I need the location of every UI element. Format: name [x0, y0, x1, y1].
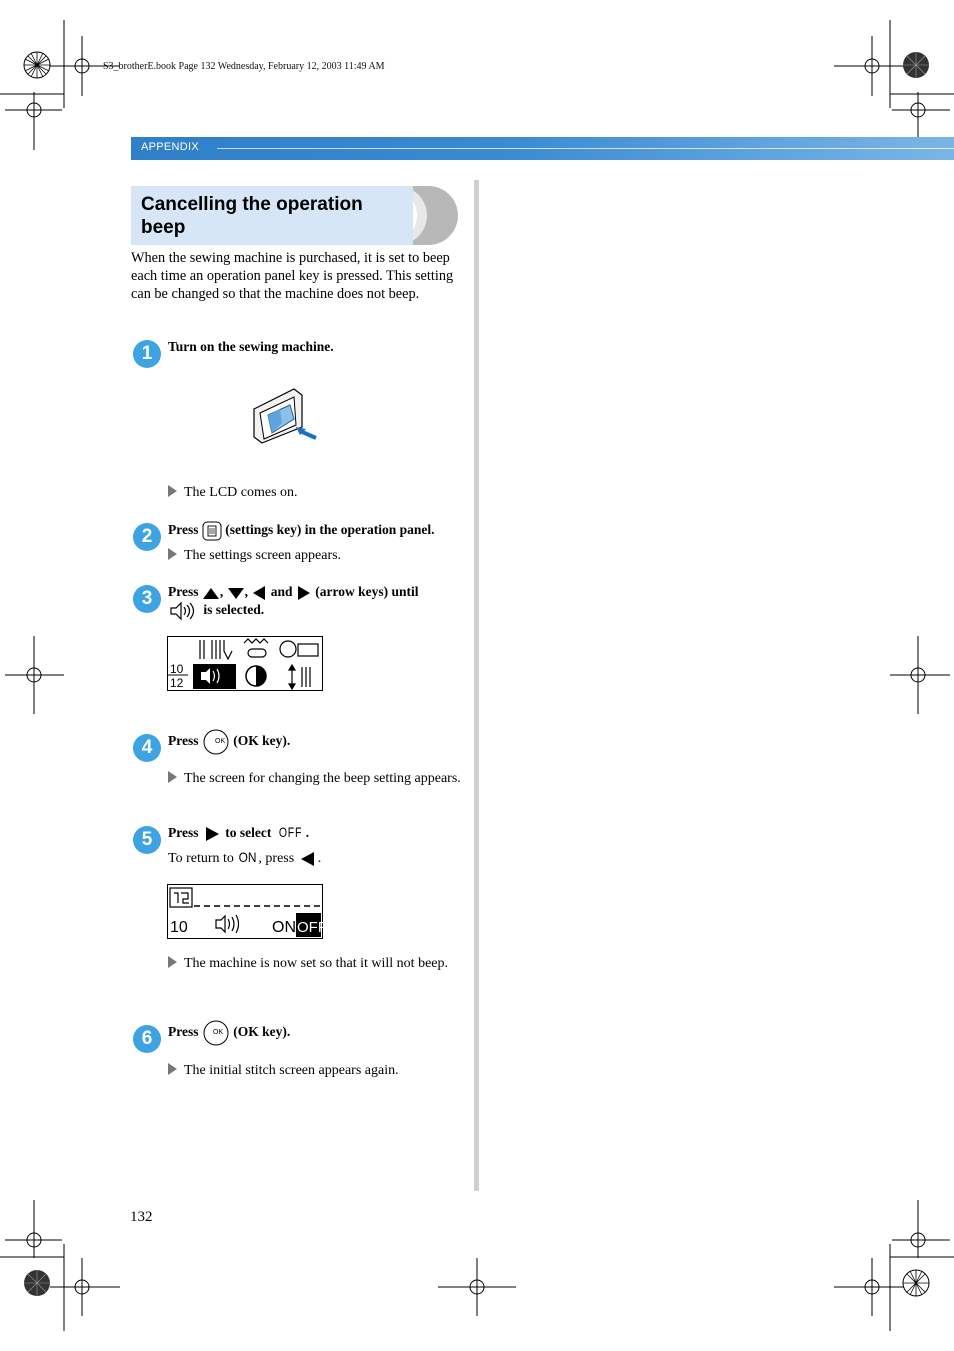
intro-paragraph: When the sewing machine is purchased, it is set to beep each time an operation panel key is pressed. This setting can be changed so that the machine does not beep. — [131, 250, 454, 302]
page-number: 132 — [130, 1209, 153, 1225]
step-5-number: 5 — [133, 826, 161, 854]
step-2-result: The settings screen appears. — [168, 547, 341, 565]
step-3-text-cont: is selected. — [168, 601, 264, 621]
step-3-text: Press , , and (arrow keys) until — [168, 584, 419, 599]
lcd-settings-graphics — [168, 637, 322, 690]
step-4-result: The screen for changing the beep setting appears. — [168, 770, 476, 788]
step-2-number: 2 — [133, 523, 161, 551]
step-1-number: 1 — [133, 340, 161, 368]
step-6-result: The initial stitch screen appears again. — [168, 1062, 399, 1080]
lcd-settings-screen — [167, 636, 323, 691]
lcd-number-1: 10 — [170, 662, 184, 676]
step-4-number: 4 — [133, 734, 161, 762]
on-label: ON — [238, 849, 257, 865]
lcd2-number: 10 — [170, 919, 188, 936]
step-1-result: The LCD comes on. — [168, 484, 298, 502]
arrow-right-icon — [202, 826, 222, 842]
step-5-result: The machine is now set so that it will not beep. — [168, 955, 476, 973]
arrow-right-icon — [296, 585, 312, 601]
step-5-note: To return to ON , press . — [168, 849, 322, 866]
arrow-left-icon — [298, 851, 318, 867]
section-title: Cancelling the operation beep — [141, 194, 363, 238]
arrow-left-icon — [251, 585, 267, 601]
step-5-text: Press to select OFF . — [168, 824, 310, 840]
power-switch-icon — [250, 385, 322, 447]
section-band — [131, 137, 954, 160]
lcd-beep-screen — [167, 884, 327, 939]
result-arrow-icon — [168, 485, 177, 497]
book-meta: S3_brotherE.book Page 132 Wednesday, February 12, 2003 11:49 AM — [103, 61, 385, 72]
column-divider — [474, 180, 479, 1191]
off-label: OFF — [278, 824, 302, 840]
lcd-beep-graphics — [168, 885, 327, 938]
lcd2-off: OFF — [297, 919, 327, 936]
section-title-box — [131, 186, 458, 245]
step-4-text: Press OK (OK key). — [168, 728, 468, 756]
settings-key-icon — [202, 521, 222, 541]
step-6-text: Press OK (OK key). — [168, 1019, 468, 1047]
lcd-number-2: 12 — [170, 676, 184, 690]
lcd2-on: ON — [272, 919, 296, 936]
arrow-up-icon — [202, 586, 220, 600]
step-2-text: Press (settings key) in the operation panel. — [168, 521, 468, 541]
step-3-number: 3 — [133, 585, 161, 613]
band-rule — [217, 148, 954, 149]
section-label: APPENDIX — [141, 141, 200, 153]
arrow-down-icon — [227, 586, 245, 600]
speaker-icon — [168, 601, 198, 621]
step-6-number: 6 — [133, 1025, 161, 1053]
step-1-text: Turn on the sewing machine. — [168, 339, 334, 354]
